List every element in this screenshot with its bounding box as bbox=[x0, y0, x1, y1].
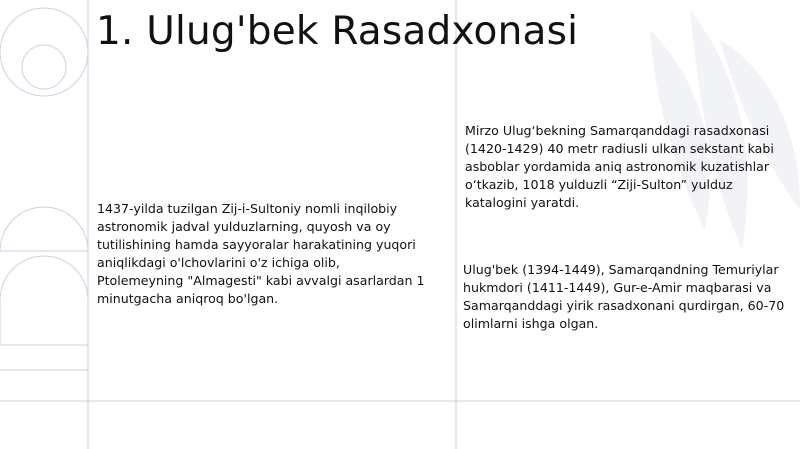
arch-lower bbox=[0, 256, 88, 300]
slide-title: 1. Ulug'bek Rasadxonasi bbox=[96, 9, 579, 54]
outline-circle-small bbox=[22, 45, 66, 89]
paragraph-observatory: Mirzo Ulug‘bekning Samarqanddagi rasadxonasi (1420-1429) 40 metr radiusli ulkan sekstant kabi asboblar yordamida aniq astronomik kuzatishlar o‘tkazib, 1018 yulduzli “Ziji-Sulton” yulduz katalogini yaratdi. bbox=[465, 123, 774, 210]
arch-upper bbox=[0, 207, 88, 251]
paragraph-zij-sultoniy: 1437-yilda tuzilgan Zij-i-Sultoniy nomli inqilobiy astronomik jadval yulduzlarning, quyosh va oy tutilishining hamda sayyoralar harakatining yuqori aniqlikdagi o'lchovlarini o'z ichiga olib, Ptolemeyning "Almagesti" kabi avvalgi asarlardan 1 minutgacha aniqroq bo'lgan. bbox=[97, 201, 425, 306]
paragraph-ulugbek-bio: Ulug'bek (1394-1449), Samarqandning Temuriylar hukmdori (1411-1449), Gur-e-Amir maqbarasi va Samarqanddagi yirik rasadxonani qurdirgan, 60-70 olimlarni ishga olgan. bbox=[463, 262, 785, 331]
outline-circle-large bbox=[0, 8, 88, 96]
